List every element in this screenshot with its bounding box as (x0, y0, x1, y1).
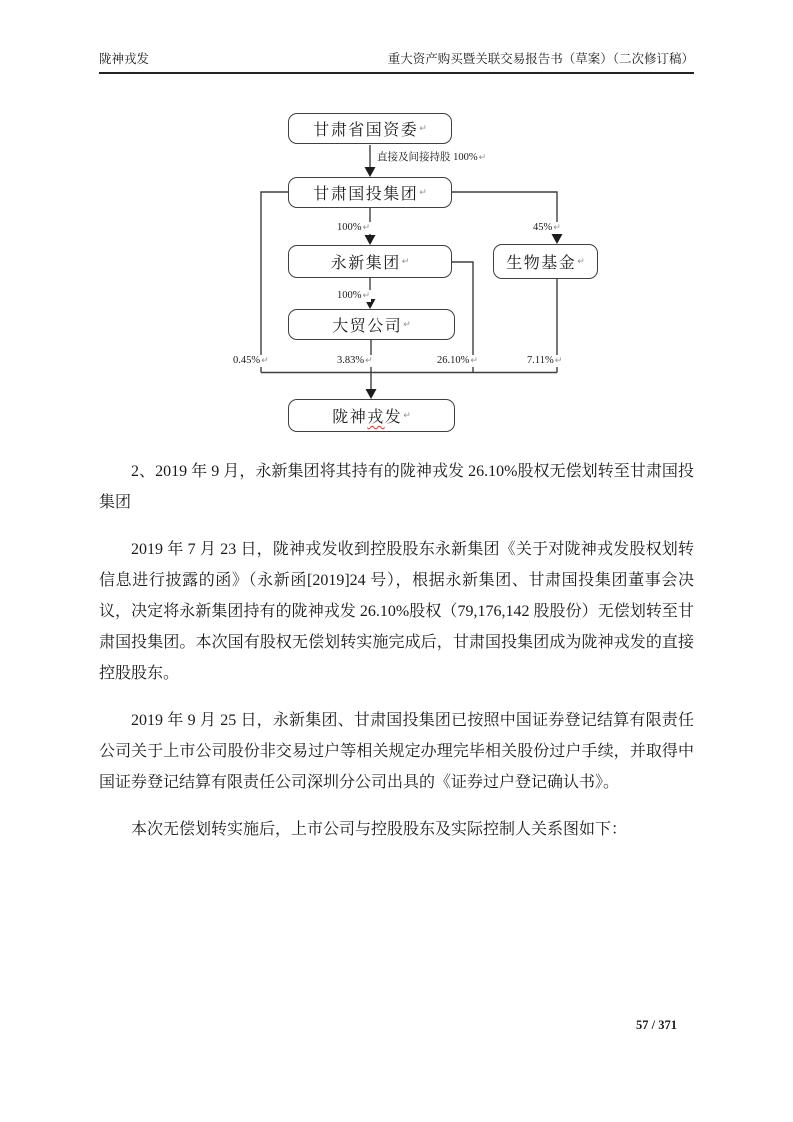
label-part: 发 (384, 409, 403, 426)
paragraph-transfer-notice: 2019 年 7 月 23 日，陇神戎发收到控股股东永新集团《关于对陇神戎发股权划转信息进行披露的函》（永新函[2019]24 号），根据永新集团、甘肃国投集团董事会决议，决定将永新集团持有的陇神戎发 26.10%股权（79,176,142 股股份）无偿划转至甘肃国投集团。本次国有股权无偿划转实施完成后，甘肃国投集团成为陇神戎发的直接控股股东。 (99, 541, 694, 682)
org-box-label: 大贸公司 (332, 318, 403, 335)
edge-label-text: 100% (337, 222, 362, 233)
paragraph-return-mark: ↵ (470, 356, 478, 366)
org-box-label (332, 404, 402, 427)
paragraph-return-mark: ↵ (478, 153, 487, 163)
edge-label-direct-indirect-100 (376, 152, 487, 164)
connector-sdic-direct-holding (261, 192, 288, 373)
edge-label-sdic-to-biofund-45 (532, 222, 562, 234)
paragraph-return-mark: ↵ (261, 356, 269, 366)
paragraph-return-mark: ↵ (401, 256, 410, 267)
document-body (99, 456, 694, 861)
org-box-bio-fund (493, 244, 598, 279)
paragraph-return-mark: ↵ (362, 223, 371, 233)
org-box-label: 永新集团 (330, 255, 401, 272)
section-heading: 2、2019 年 9 月，永新集团将其持有的陇神戎发 26.10%股权无偿划转至甘肃国投集团 (99, 463, 694, 511)
edge-label-yongxin-to-damao-100 (336, 290, 371, 302)
edge-label-text: 0.45% (233, 355, 261, 366)
edge-label-damao-3-83 (336, 355, 374, 367)
edge-label-text: 100% (337, 290, 362, 301)
edge-label-text: 直接及间接持股 100% (377, 152, 478, 163)
arrowhead-sdic (365, 167, 376, 177)
paragraph-return-mark: ↵ (554, 356, 563, 366)
page-header (99, 52, 694, 74)
org-box-label: 甘肃省国资委 (313, 122, 419, 139)
page-number: 57 / 371 (636, 1018, 677, 1032)
header-report-title: 重大资产购买暨关联交易报告书（草案）（二次修订稿） (387, 52, 694, 66)
edge-label-text: 7.11% (527, 355, 554, 366)
label-part-spellcheck-underline: 戎 (367, 409, 385, 426)
org-box-gansu-sdic-group (288, 177, 452, 208)
edge-label-sdic-direct-0-45 (232, 355, 270, 367)
ownership-structure-diagram (230, 108, 630, 440)
edge-label-yongxin-26-10 (436, 355, 479, 367)
edge-label-text: 26.10% (437, 355, 470, 366)
org-box-longshen-rongfa (288, 399, 455, 432)
paragraph-return-mark: ↵ (403, 319, 411, 330)
org-box-provincial-sasac (288, 113, 452, 144)
edge-label-sdic-to-yongxin-100 (336, 222, 371, 234)
edge-label-text: 45% (533, 222, 553, 233)
arrowhead-biofund (552, 234, 563, 244)
paragraph-return-mark: ↵ (362, 291, 371, 301)
paragraph-return-mark: ↵ (577, 256, 585, 267)
paragraph-return-mark: ↵ (553, 223, 561, 233)
header-company-name: 陇神戎发 (99, 52, 150, 66)
paragraph-return-mark: ↵ (419, 123, 427, 134)
org-box-label: 甘肃国投集团 (313, 186, 419, 203)
org-box-damao-company (288, 309, 455, 340)
label-part: 陇神 (332, 409, 368, 426)
paragraph-return-mark: ↵ (403, 410, 411, 421)
paragraph-return-mark: ↵ (365, 356, 373, 366)
edge-label-biofund-7-11 (526, 355, 563, 367)
paragraph-return-mark: ↵ (419, 187, 427, 198)
arrowhead-longshen (366, 389, 377, 399)
paragraph-relationship-chart-intro: 本次无偿划转实施后，上市公司与控股股东及实际控制人关系图如下： (131, 821, 628, 838)
edge-label-text: 3.83% (337, 355, 365, 366)
org-box-label: 生物基金 (506, 255, 577, 272)
paragraph-share-registration: 2019 年 9 月 25 日，永新集团、甘肃国投集团已按照中国证券登记结算有限责任公司关于上市公司股份非交易过户等相关规定办理完毕相关股份过户手续，并取得中国证券登记结算有限责任公司深圳分公司出具的《证券过户登记确认书》。 (99, 712, 694, 791)
org-box-yongxin-group (288, 245, 452, 278)
arrowhead-yongxin (365, 235, 376, 245)
